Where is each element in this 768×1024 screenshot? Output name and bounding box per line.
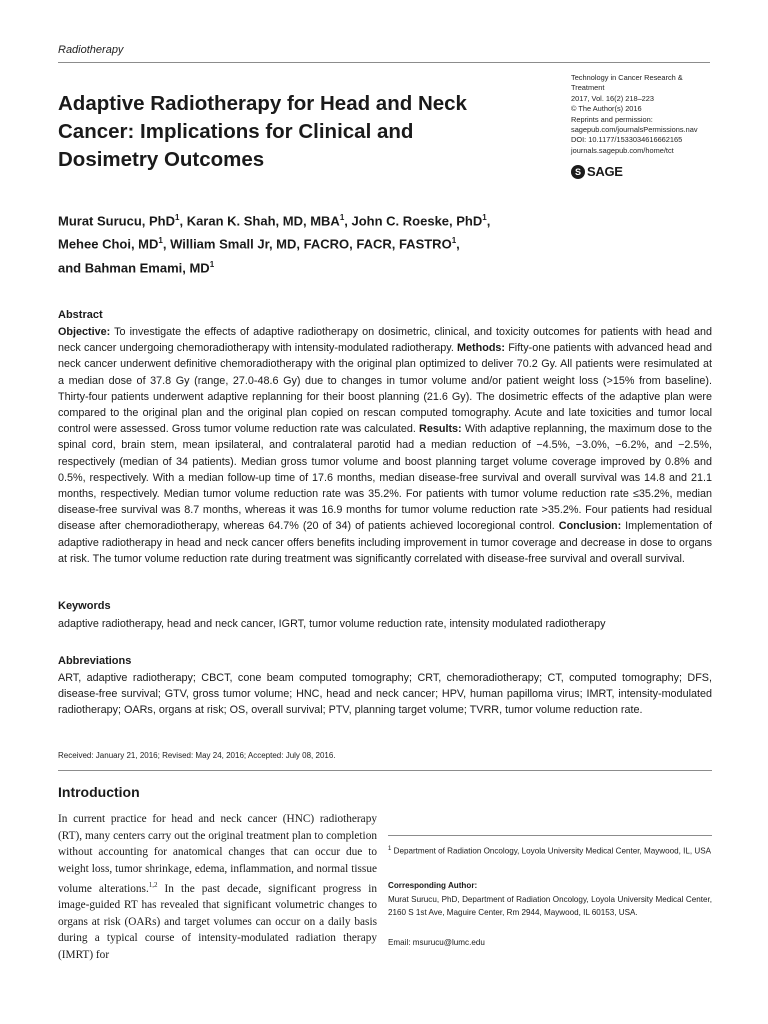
doi[interactable]: DOI: 10.1177/1533034616662165 xyxy=(571,135,683,145)
sage-logo-icon: S xyxy=(571,165,585,179)
corresponding-author-details: Murat Surucu, PhD, Department of Radiation Oncology, Loyola University Medical Center, 2160 S 1st Ave, Maguire Center, Rm 2944, Maywood, IL 60153, USA. xyxy=(388,895,712,917)
abbreviations-text: ART, adaptive radiotherapy; CBCT, cone beam computed tomography; CRT, chemoradiotherapy; CT, computed tomography; DFS, disease-free survival; GTV, gross tumor volume; HNC, head and neck cancer; HPV, human papilloma virus; IMRT, intensity-modulated radiotherapy; OARs, organs at risk; OS, overall survival; PTV, planning target volume; TVRR, tumor volume reduction rate. xyxy=(58,672,712,717)
author-email[interactable]: Email: msurucu@lumc.edu xyxy=(388,938,485,947)
journal-volume: 2017, Vol. 16(2) 218–223 xyxy=(571,93,655,103)
affiliation-footnote: $^1$ Department of Radiation Oncology, Loyola University Medical Center, Maywood, IL, USA xyxy=(388,846,712,856)
sage-logo-text: SAGE xyxy=(587,164,623,179)
journal-home-link[interactable]: journals.sagepub.com/home/tct xyxy=(571,145,674,155)
article-title: Adaptive Radiotherapy for Head and Neck Cancer: Implications for Clinical and Dosimetry Outcomes xyxy=(58,92,467,171)
citation[interactable]: 1,2 xyxy=(148,881,158,889)
journal-name-line1: Technology in Cancer Research & xyxy=(571,73,683,82)
reprints-label: Reprints and permission: xyxy=(571,114,653,124)
author-list xyxy=(58,208,618,278)
corresponding-author-heading: Corresponding Author: xyxy=(388,881,478,890)
author-line-3: and Bahman Emami, $MD^1$ xyxy=(58,259,215,275)
author-line-2: Mehee Choi, $MD^1$, William Small Jr, MD, FACRO, FACR, FASTRO$^1$, xyxy=(58,236,460,252)
introduction-heading: Introduction xyxy=(58,784,140,800)
journal-meta xyxy=(571,73,721,156)
footnote-divider xyxy=(388,835,712,836)
section-divider xyxy=(58,770,712,771)
journal-name-line2: Treatment xyxy=(571,83,605,93)
section-label: Radiotherapy xyxy=(58,44,124,56)
keywords-heading: Keywords xyxy=(58,600,111,612)
submission-dates: Received: January 21, 2016; Revised: May 24, 2016; Accepted: July 08, 2016. xyxy=(58,751,336,760)
sage-logo xyxy=(571,164,623,179)
abbreviations-heading: Abbreviations xyxy=(58,655,132,667)
abstract-heading: Abstract xyxy=(58,309,103,321)
copyright: © The Author(s) 2016 xyxy=(571,104,642,114)
author-line-1: Murat Surucu, PhD$^1$, Karan K. Shah, MD, MBA$^1$, John C. Roeske, PhD$^1$, xyxy=(58,213,491,229)
keywords-text: adaptive radiotherapy, head and neck cancer, IGRT, tumor volume reduction rate, intensity modulated radiotherapy xyxy=(58,618,606,630)
permissions-link[interactable]: sagepub.com/journalsPermissions.nav xyxy=(571,125,698,135)
introduction-text: In current practice for head and neck cancer (HNC) radiotherapy (RT), many centers carry out the original treatment plan to completion without accounting for anatomical changes that can occur due to weight loss, tumor shrinkage, edema, inflammation, and normal tissue volume alterations.$^{1,2}$ In the past decade, significant progress in image-guided RT has revealed that significant volumetric changes to organs at risk (OARs) and target volumes can occur on a daily basis during a typical course of intensity-modulated radiation therapy (IMRT) for xyxy=(58,813,377,961)
abstract-text: Objective: To investigate the effects of adaptive radiotherapy on dosimetric, clinical, and toxicity outcomes for patients with head and neck cancer undergoing chemoradiotherapy with intensity-modulated radiotherapy. Methods: Fifty-one patients with advanced head and neck cancer underwent definitive chemoradiotherapy with the original plan optimized to deliver 70.2 Gy. All patients were resimulated at a median dose of 37.8 Gy (range, 27.0-48.6 Gy) due to changes in tumor volume and/or patient weight loss (>15% from baseline). Thirty-four patients underwent adaptive replanning for their boost planning (21.6 Gy). The dosimetric effects of the adaptive plan were compared to the original plan and the original plan copied on rescan computed tomography. Acute and late toxicities and tumor local control were assessed. Gross tumor volume reduction rate was calculated. Results: With adaptive replanning, the maximum dose to the spinal cord, brain stem, mean ipsilateral, and contralateral parotid had a median reduction of −4.5%, −3.0%, −6.2%, and −2.5%, respectively (median of 34 patients). Median gross tumor volume and boost planning target volume coverage improved by 0.8% and 0.5%, respectively. With a median follow-up time of 17.6 months, median disease-free survival and overall survival was 14.8 and 21.1 months, respectively. Median tumor volume reduction rate was 35.2%. For patients with tumor volume reduction rate ≤35.2%, median disease-free survival was 8.7 months, whereas it was 16.9 months for tumor volume reduction rate >35.2%. Four patients had residual disease after chemoradiotherapy, whereas 64.7% (20 of 34) of patients achieved locoregional control. Conclusion: Implementation of adaptive radiotherapy in head and neck cancer offers benefits including improvement in tumor coverage and decrease in dose to organs at risk. The tumor volume reduction rate during treatment was significantly correlated with disease-free survival and overall survival. xyxy=(58,326,713,565)
header-divider xyxy=(58,62,710,63)
